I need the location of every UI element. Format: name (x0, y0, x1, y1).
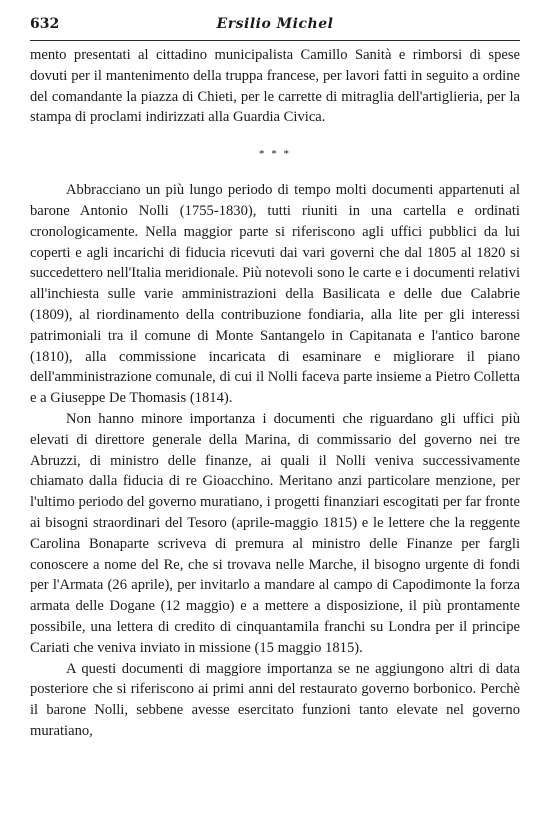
body-text (30, 45, 520, 742)
page-number: 632 (30, 16, 60, 32)
paragraph-3: Non hanno minore importanza i documenti che riguardano gli uffici più elevati di direttore generale della Marina, di commissario del governo nei tre Abruzzi, di ministro delle finanze, ai quali il Nolli veniva successivamente chiamato dalla fiducia di re Gioacchino. Meritano anzi particolare menzione, per l'ultimo periodo del governo muratiano, i progetti finanziari escogitati per far fronte ai bisogni straordinari del Tesoro (aprile-maggio 1815) e le lettere che la reggente Carolina Bonaparte scriveva di premura al ministro delle Finanze per fargli conoscere a nome del Re, che si trovava nelle Marche, il bisogno urgente di fondi per l'Armata (26 aprile), per invitarlo a mandare al campo di Capodimonte la forza armata delle Dogane (12 maggio) e a mettere a disposizione, il più prontamente possibile, una lettera di credito di cinquantamila franchi su Londra per il principe Cariati che veniva inviato in missione (15 maggio 1815). (30, 410, 520, 656)
page (30, 12, 520, 742)
page-header (30, 12, 520, 41)
running-title: Ersilio Michel (216, 16, 334, 32)
paragraph-2: Abbracciano un più lungo periodo di tempo molti documenti appartenuti al barone Antonio Nolli (1755-1830), tutti riuniti in una cartella e ordinati cronologicamente. Nella maggior parte si riferiscono agli uffici pubblici da lui coperti e agli incarichi di fiducia ricevuti dai vari governi che dal 1805 al 1820 si succedettero nell'Italia meridionale. Più notevoli sono le carte e i documenti relativi all'inchiesta sulle varie amministrazioni della Basilicata e delle due Calabrie (1809), al riordinamento della contribuzione fondiaria, alla lite per gli interessi patrimoniali tra il comune di Monte Santangelo in Capitanata e l'antico barone (1810), alla commissione incaricata di esaminare e migliorare il piano dell'amministrazione comunale, di cui il Nolli faceva parte insieme a Pietro Colletta e a Giuseppe De Thomasis (1814). (30, 182, 520, 407)
paragraph-4: A questi documenti di maggiore importanza se ne aggiungono altri di data posteriore che si riferiscono ai primi anni del restaurato governo borbonico. Perchè il barone Nolli, sebbene avesse esercitato funzioni tanto elevate nel governo muratiano, (30, 660, 520, 739)
section-ornament: * * * (259, 148, 291, 161)
paragraph-1: mento presentati al cittadino municipalista Camillo Sanità e rimborsi di spese dovuti per il mantenimento della truppa francese, per lavori fatti in seguito a ordine del comandante la piazza di Chieti, per le carrette di mitraglia dell'artiglieria, per la stampa di proclami indirizzati alla Guardia Civica. (30, 47, 520, 126)
